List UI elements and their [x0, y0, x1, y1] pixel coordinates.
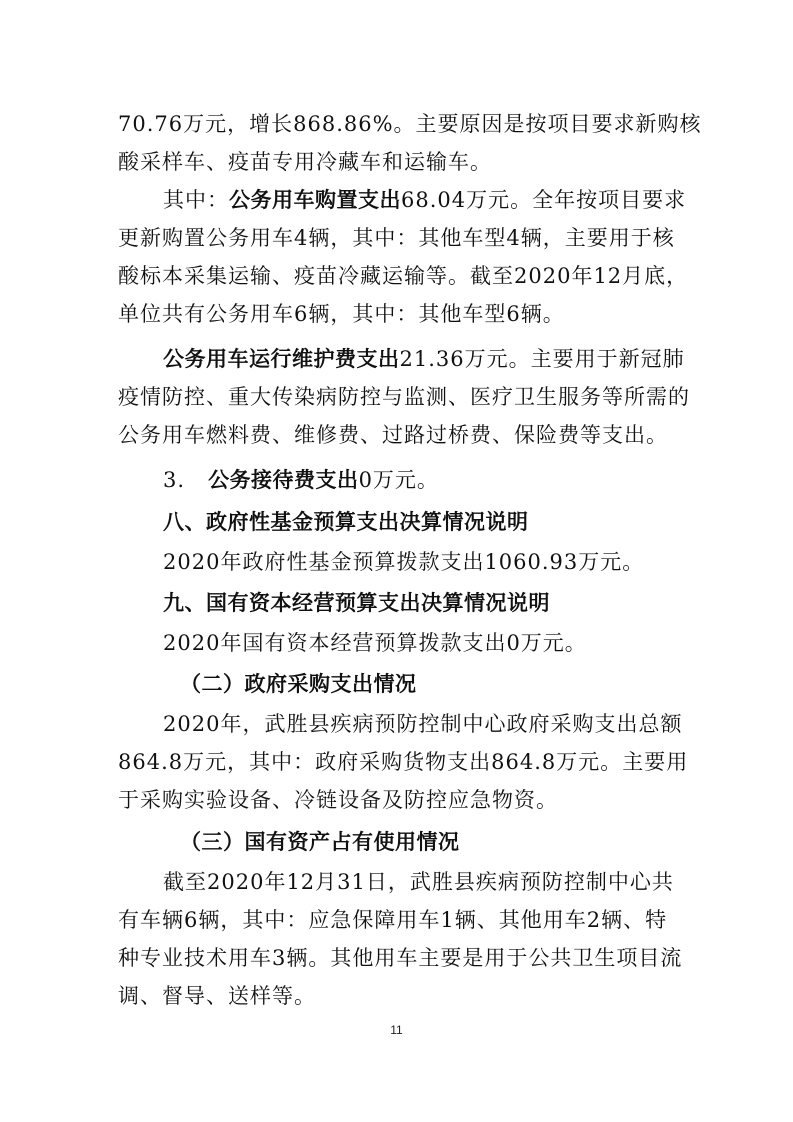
body-line: 酸标本采集运输、疫苗冷藏运输等。截至2020年12月底， — [118, 264, 689, 288]
body-line: 其中：公务用车购置支出68.04万元。全年按项目要求 — [163, 188, 687, 212]
section-heading: 九、国有资本经营预算支出决算情况说明 — [163, 591, 550, 615]
body-line: 有车辆6辆，其中：应急保障用车1辆、其他用车2辆、特 — [118, 908, 668, 932]
body-line: 864.8万元，其中：政府采购货物支出864.8万元。主要用 — [118, 750, 689, 774]
body-line: 单位共有公务用车6辆，其中：其他车型6辆。 — [118, 302, 565, 326]
body-line: 公务用车燃料费、维修费、过路过桥费、保险费等支出。 — [118, 423, 668, 447]
body-line: 2020年国有资本经营预算拨款支出0万元。 — [163, 631, 587, 655]
body-line: 2020年政府性基金预算拨款支出1060.93万元。 — [163, 550, 645, 574]
inline-heading: 公务接待费支出 — [208, 468, 359, 492]
body-line: 更新购置公务用车4辆，其中：其他车型4辆，主要用于核 — [118, 226, 675, 250]
body-line: 公务用车运行维护费支出21.36万元。主要用于新冠肺 — [163, 347, 685, 371]
page-number: 11 — [390, 1023, 403, 1037]
body-line: 于采购实验设备、冷链设备及防控应急物资。 — [118, 788, 558, 812]
inline-heading: 公务用车运行维护费支出 — [163, 347, 400, 371]
inline-heading: 公务用车购置支出 — [229, 188, 401, 212]
section-heading: （三）国有资产占有使用情况 — [180, 830, 460, 854]
body-line: 2020年，武胜县疾病预防控制中心政府采购支出总额 — [163, 712, 683, 736]
body-line: 调、督导、送样等。 — [118, 984, 316, 1008]
section-heading: 八、政府性基金预算支出决算情况说明 — [163, 510, 529, 534]
body-line: 种专业技术用车3辆。其他用车主要是用于公共卫生项目流 — [118, 946, 683, 970]
body-line: 酸采样车、疫苗专用冷藏车和运输车。 — [118, 150, 492, 174]
body-line: 70.76万元，增长868.86%。主要原因是按项目要求新购核 — [118, 112, 702, 136]
body-line: 截至2020年12月31日，武胜县疾病预防控制中心共 — [163, 870, 674, 894]
body-line: 疫情防控、重大传染病防控与监测、医疗卫生服务等所需的 — [118, 385, 690, 409]
list-item: 3. 公务接待费支出0万元。 — [163, 468, 439, 492]
section-heading: （二）政府采购支出情况 — [180, 672, 417, 696]
